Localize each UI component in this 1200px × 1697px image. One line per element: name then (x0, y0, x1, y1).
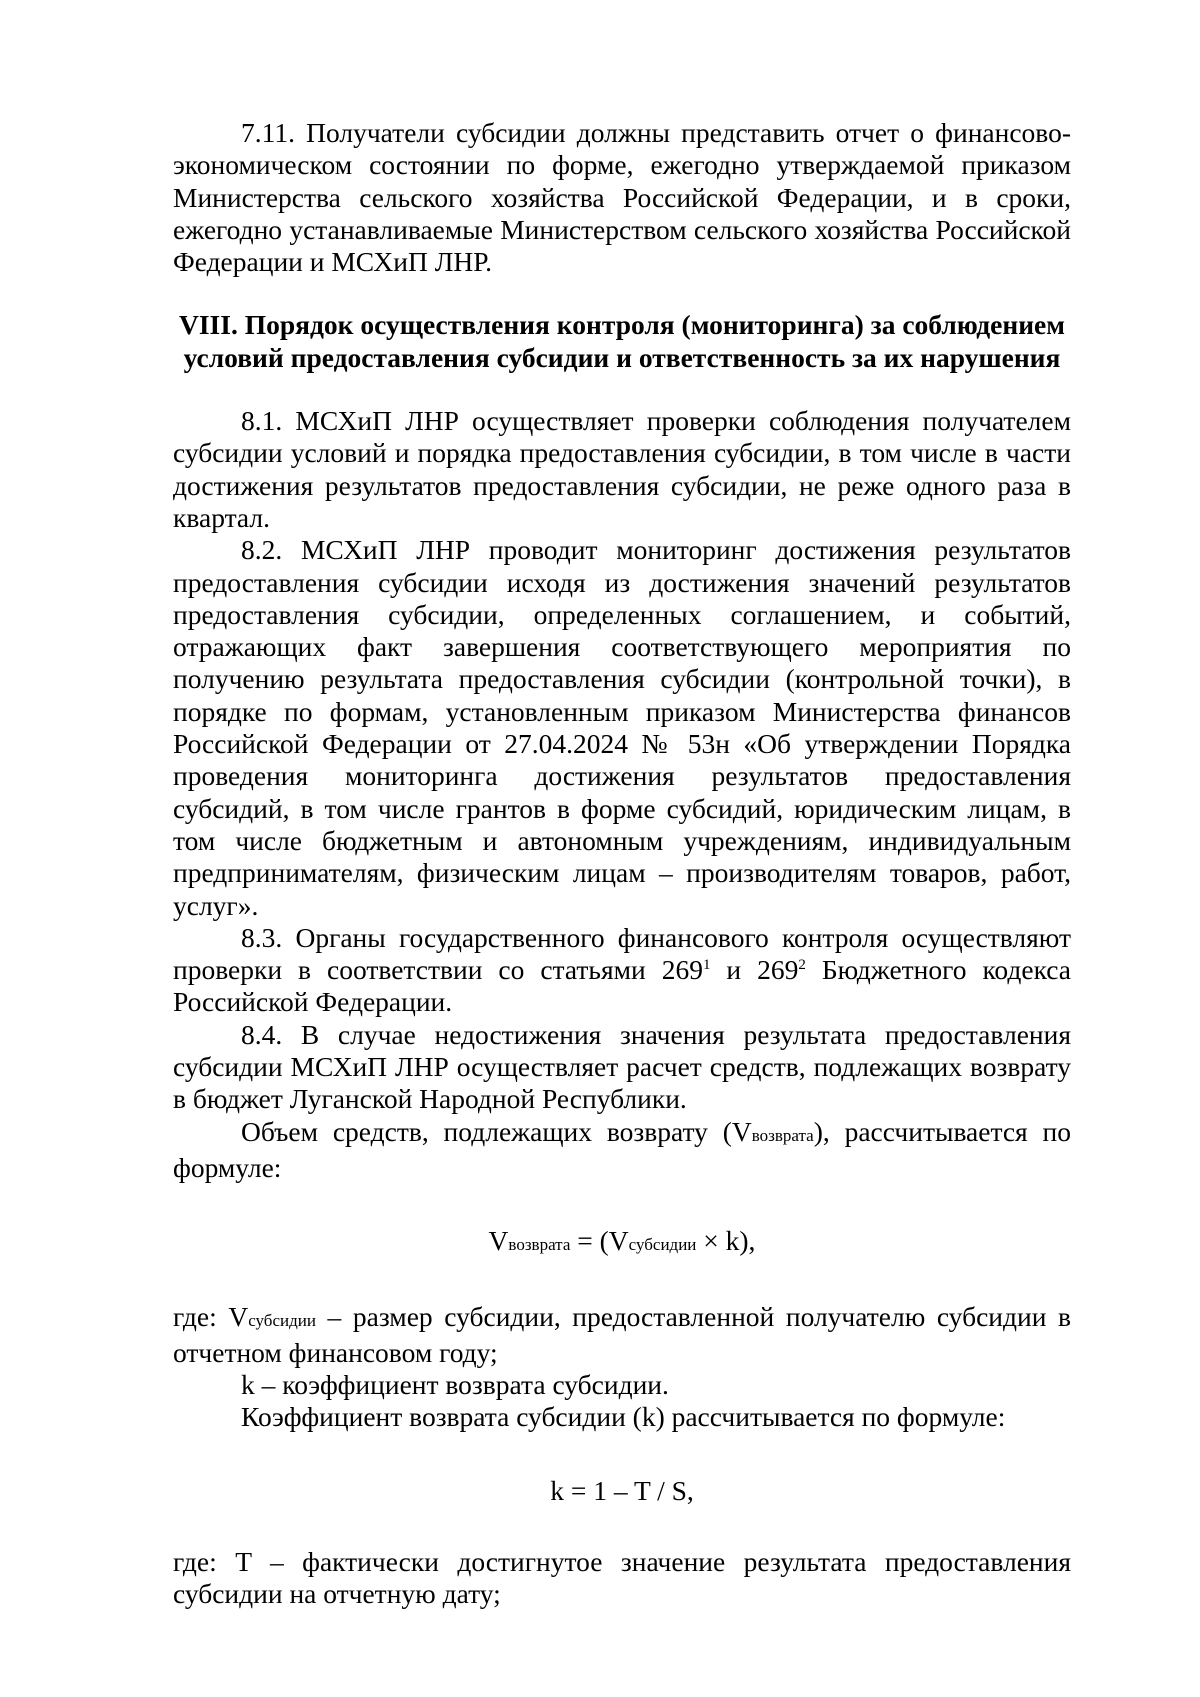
formula-middle: = (V (570, 1225, 629, 1257)
volume-subscript: возврата (751, 1125, 814, 1145)
paragraph-8-3-text-3: Бюджетного кодекса Российской Федерации. (173, 954, 1072, 1018)
where-v-subscript: субсидии (248, 1310, 316, 1330)
paragraph-8-3 (173, 922, 1071, 1019)
paragraph-where-v (173, 1301, 1071, 1370)
superscript-2: 2 (798, 957, 806, 974)
formula-return-volume (173, 1225, 1071, 1261)
volume-text-2: ), рассчитывается по формуле: (173, 1115, 1071, 1183)
formula-subscript-return: возврата (508, 1235, 571, 1255)
paragraph-8-3-text-2: и 269 (710, 954, 799, 986)
formula-end: × k), (696, 1225, 756, 1257)
paragraph-k-formula-intro: Коэффициент возврата субсидии (k) рассчитывается по формуле: (241, 1401, 1006, 1433)
document-body (173, 117, 1071, 1611)
volume-text-1: Объем средств, подлежащих возврату (V (241, 1115, 752, 1147)
where-v-text-2: – размер субсидии, предоставленной получателю субсидии в отчетном финансовом году; (173, 1300, 1071, 1368)
section-heading-line-2: условий предоставления субсидии и ответственность за их нарушения (183, 341, 1061, 373)
formula-k: k = 1 – T / S, (550, 1474, 694, 1506)
formula-subscript-subsidy: субсидии (628, 1235, 697, 1255)
paragraph-7-11: 7.11. Получатели субсидии должны представить отчет о финансово-экономическом состоянии по форме, ежегодно утверждаемой приказом Министерства сельского хозяйства Российской Федерации, и в сроки, ежегодно устанавливаемые Министерством сельского хозяйства Российской Федерации и МСХиП ЛНР. (173, 117, 1071, 278)
paragraph-k-definition: k – коэффициент возврата субсидии. (241, 1369, 669, 1401)
paragraph-8-2: 8.2. МСХиП ЛНР проводит мониторинг достижения результатов предоставления субсидии исходя из достижения значений результатов предоставления субсидии, определенных соглашением, и событий, отражающих факт завершения соответствующего мероприятия по получению результата предоставления субсидии (контрольной точки), в порядке по формам, установленным приказом Министерства финансов Российской Федерации от 27.04.2024 № 53н «Об утверждении Порядка проведения мониторинга достижения результатов предоставления субсидий, в том числе грантов в форме субсидий, юридическим лицам, в том числе бюджетным и автономным учреждениям, индивидуальным предпринимателям, физическим лицам – производителям товаров, работ, услуг». (173, 534, 1071, 921)
paragraph-8-4: 8.4. В случае недостижения значения результата предоставления субсидии МСХиП ЛНР осуществляет расчет средств, подлежащих возврату в бюджет Луганской Народной Республики. (173, 1018, 1071, 1115)
paragraph-volume (173, 1116, 1071, 1185)
paragraph-8-1: 8.1. МСХиП ЛНР осуществляет проверки соблюдения получателем субсидии условий и порядка предоставления субсидии, в том числе в части достижения результатов предоставления субсидии, не реже одного раза в квартал. (173, 405, 1071, 533)
where-v-text-1: где: V (173, 1300, 249, 1332)
paragraph-8-3-text-1: 8.3. Органы государственного финансового контроля осуществляют проверки в соответствии со статьями 269 (173, 921, 1071, 986)
superscript-1: 1 (702, 957, 711, 974)
paragraph-where-t: где: T – фактически достигнутое значение результата предоставления субсидии на отчетную дату; (173, 1545, 1071, 1610)
section-heading-line-1: VIII. Порядок осуществления контроля (мониторинга) за соблюдением (178, 309, 1065, 341)
formula-v: V (488, 1225, 509, 1257)
section-heading-viii (173, 309, 1071, 374)
